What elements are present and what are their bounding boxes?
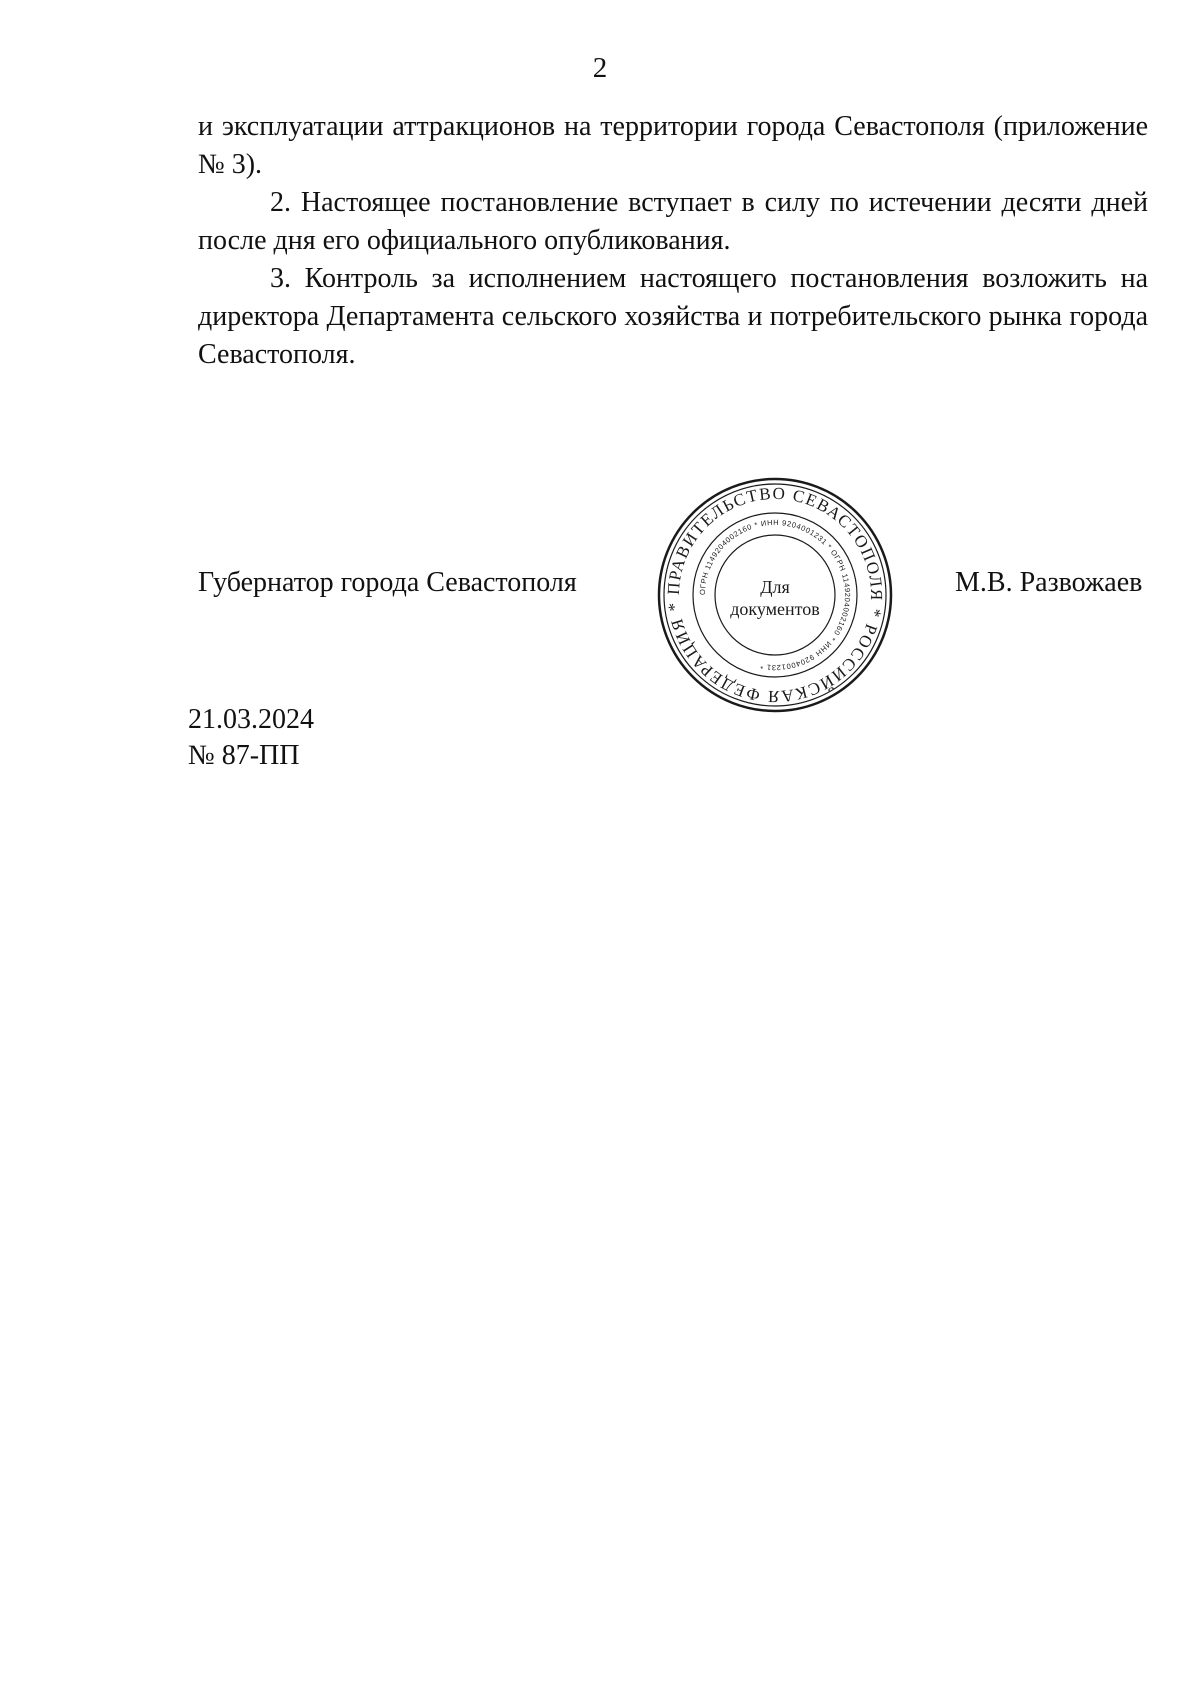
- signatory-name: М.В. Развожаев: [955, 567, 1143, 598]
- official-seal: [655, 475, 895, 715]
- seal-inner-text: ОГРН 1149204002160 * ИНН 9204001231 * ОГРН 1149204002160 * ИНН 9204001231 *: [697, 517, 853, 673]
- paragraph-2: 2. Настоящее постановление вступает в силу по истечении десяти дней после дня его официального опубликования.: [198, 187, 1148, 256]
- document-date: 21.03.2024: [188, 704, 314, 735]
- paragraph-3: 3. Контроль за исполнением настоящего постановления возложить на директора Департамента сельского хозяйства и потребительского рынка города Севастополя.: [198, 263, 1148, 370]
- document-body: [198, 108, 1148, 374]
- page-number: 2: [592, 52, 608, 84]
- paragraph-continuation: и эксплуатации аттракционов на территории города Севастополя (приложение № 3).: [198, 111, 1148, 180]
- document-number: № 87-ПП: [188, 740, 300, 771]
- seal-center-line1: Для: [760, 577, 790, 597]
- seal-center-line2: документов: [730, 599, 820, 619]
- seal-graphic: [655, 475, 895, 715]
- seal-outer-text: ПРАВИТЕЛЬСТВО СЕВАСТОПОЛЯ * РОССИЙСКАЯ ФЕДЕРАЦИЯ *: [663, 483, 887, 707]
- signatory-position: Губернатор города Севастополя: [198, 567, 577, 598]
